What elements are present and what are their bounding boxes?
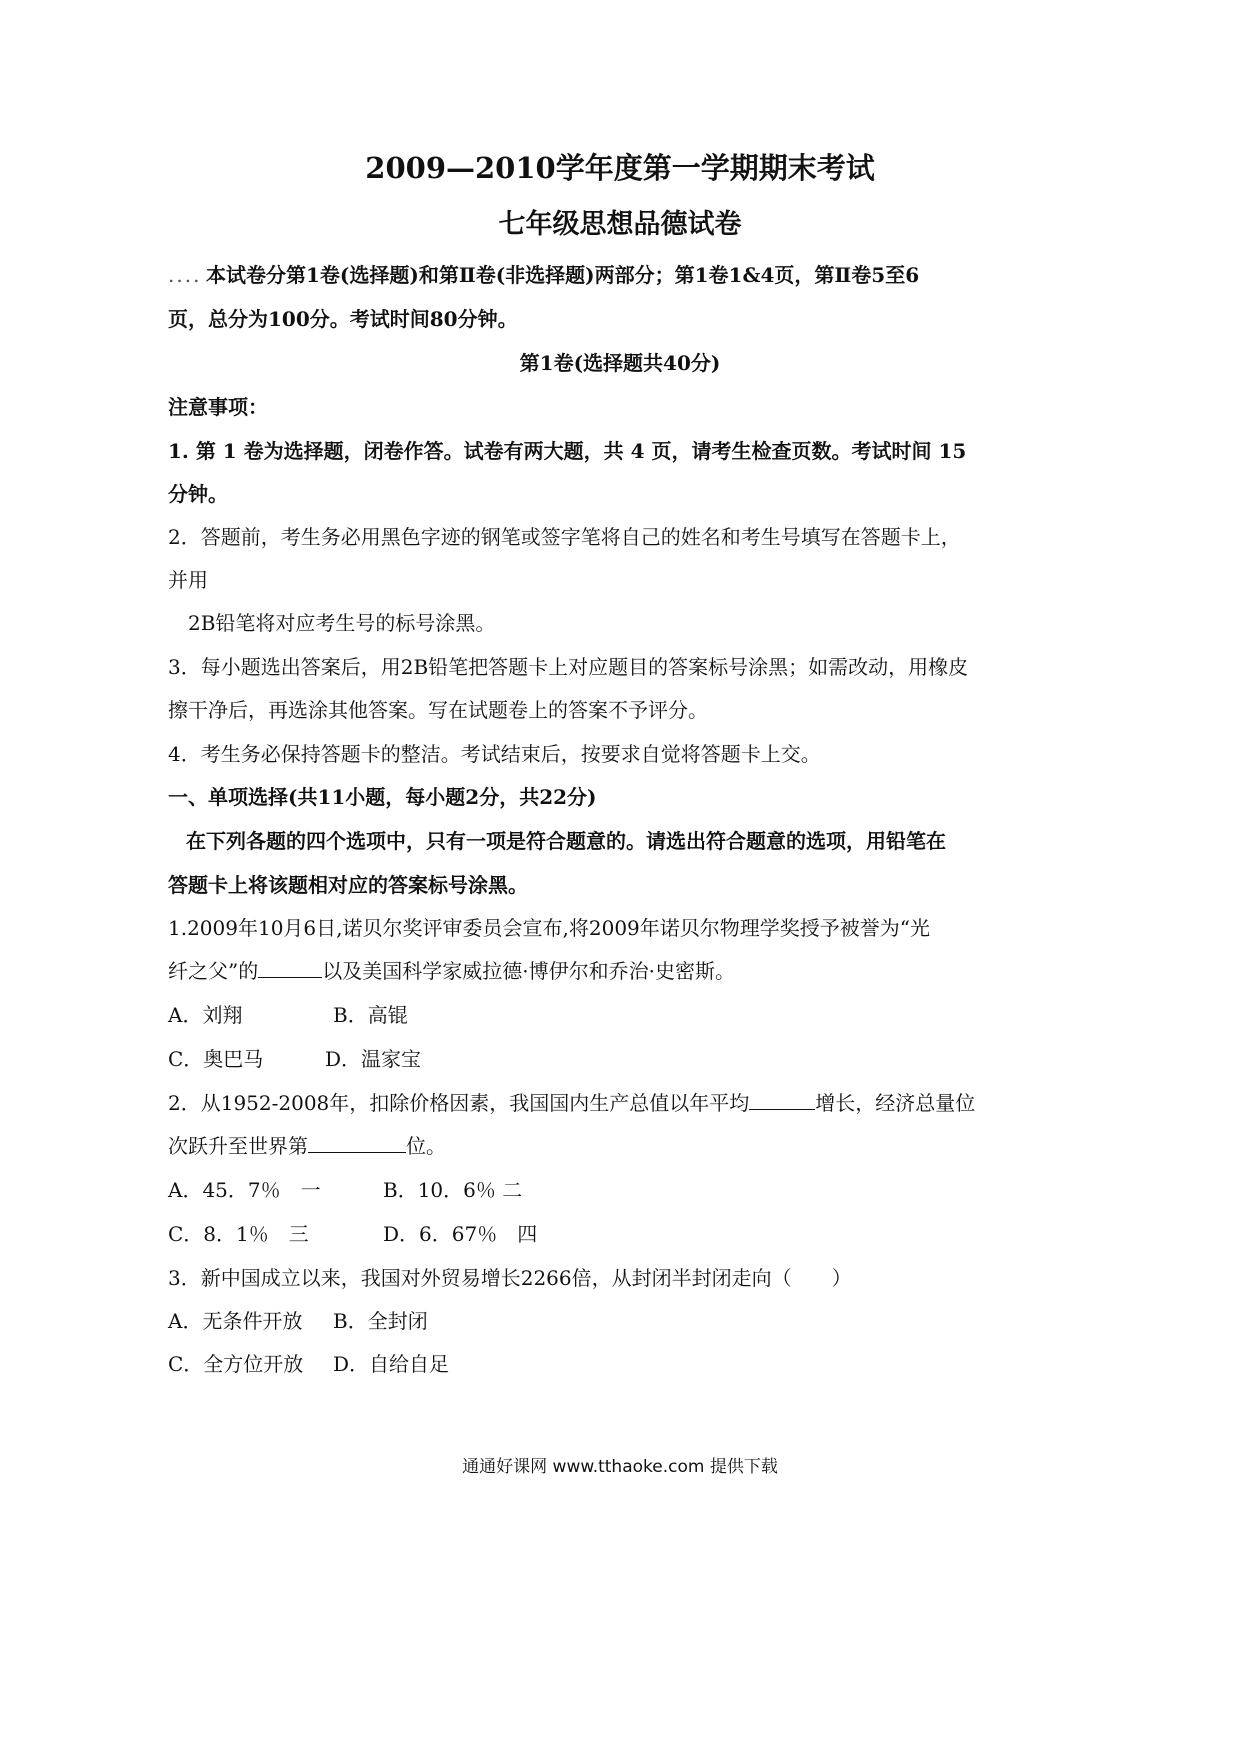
question-2-line-2	[168, 1133, 446, 1159]
question-2-option-b: B．10．6％ 二	[383, 1178, 523, 1202]
question-3-option-d: D．自给自足	[333, 1352, 450, 1376]
question-1-answer-blank	[258, 959, 322, 978]
exam-title: 2009—2010学年度第一学期期末考试	[365, 151, 875, 185]
question-3-option-c: C．全方位开放	[168, 1352, 304, 1376]
question-2-option-a: A．45．7％ 一	[168, 1178, 321, 1202]
note-1-line-2: 分钟。	[168, 482, 228, 506]
note-2-line-1: 2．答题前，考生务必用黑色字迹的钢笔或签字笔将自己的姓名和考生号填写在答题卡上，	[168, 525, 961, 549]
question-1-option-b: B．高锟	[333, 1003, 408, 1027]
question-1-line-2	[168, 958, 735, 984]
exam-subtitle: 七年级思想品德试卷	[498, 209, 742, 240]
question-3-option-b: B．全封闭	[333, 1309, 428, 1333]
question-2-answer-blank-1	[749, 1091, 815, 1110]
question-3-option-a: A．无条件开放	[168, 1309, 303, 1333]
page-footer: 通通好课网 www.tthaoke.com 提供下载	[462, 1457, 778, 1477]
part-1-heading: 一、单项选择(共11小题，每小题2分，共22分)	[168, 785, 597, 809]
question-2-text-c: 次跃升至世界第	[168, 1134, 308, 1158]
question-1-text-b: 以及美国科学家威拉德·博伊尔和乔治·史密斯。	[322, 959, 735, 983]
part-1-instructions-line-1: 在下列各题的四个选项中，只有一项是符合题意的。请选出符合题意的选项，用铅笔在	[186, 829, 946, 853]
notes-heading: 注意事项：	[168, 395, 268, 419]
question-2-option-c: C．8．1％ 三	[168, 1222, 309, 1246]
note-3-line-1: 3．每小题选出答案后，用2B铅笔把答题卡上对应题目的答案标号涂黑；如需改动，用橡皮	[168, 655, 969, 679]
intro-line-2: 页，总分为100分。考试时间80分钟。	[168, 307, 518, 331]
note-2-line-2: 并用	[168, 568, 208, 592]
part-1-instructions-line-2: 答题卡上将该题相对应的答案标号涂黑。	[168, 873, 528, 897]
question-2-answer-blank-2	[308, 1134, 406, 1153]
intro-dots: ....	[168, 263, 202, 287]
question-2-option-d: D．6．67％ 四	[383, 1222, 538, 1246]
question-1-line-1: 1.2009年10月6日,诺贝尔奖评审委员会宣布,将2009年诺贝尔物理学奖授予被誉为“光	[168, 916, 930, 940]
question-1-option-d: D．温家宝	[325, 1047, 422, 1071]
question-2-line-1	[168, 1090, 975, 1116]
intro-line-1: 本试卷分第1卷(选择题)和第Ⅱ卷(非选择题)两部分；第1卷1&4页，第Ⅱ卷5至6	[206, 263, 920, 287]
question-1-text-a: 纤之父”的	[168, 959, 259, 983]
question-2-text-b: 增长，经济总量位	[815, 1091, 976, 1115]
note-3-line-2: 擦干净后，再选涂其他答案。写在试题卷上的答案不予评分。	[168, 698, 708, 722]
question-3-line-1: 3．新中国成立以来，我国对外贸易增长2266倍，从封闭半封闭走向（ ）	[168, 1266, 852, 1290]
note-1-line-1: 1. 第 1 卷为选择题，闭卷作答。试卷有两大题，共 4 页，请考生检查页数。考试时间 15	[168, 439, 967, 463]
question-1-option-a: A．刘翔	[168, 1003, 243, 1027]
question-1-option-c: C．奥巴马	[168, 1047, 264, 1071]
question-2-text-a: 2．从1952-2008年，扣除价格因素，我国国内生产总值以年平均	[168, 1091, 750, 1115]
question-2-text-d: 位。	[406, 1134, 446, 1158]
note-4: 4．考生务必保持答题卡的整洁。考试结束后，按要求自觉将答题卡上交。	[168, 742, 821, 766]
section-heading: 第1卷(选择题共40分)	[519, 351, 721, 375]
note-2-line-3: 2B铅笔将对应考生号的标号涂黑。	[188, 611, 496, 635]
